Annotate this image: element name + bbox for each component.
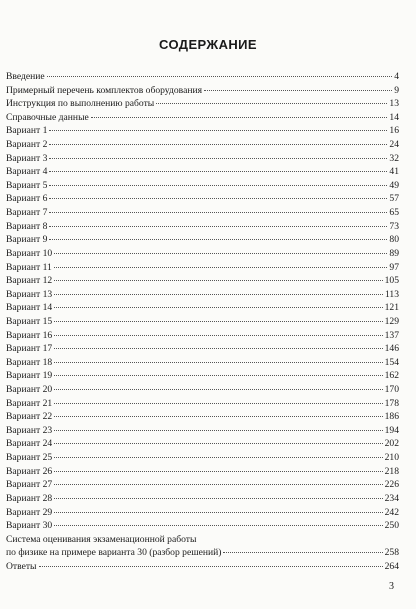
dot-leader <box>156 103 387 104</box>
toc-entry-page: 234 <box>384 492 399 504</box>
toc-entry-label: Вариант 3 <box>6 152 48 164</box>
toc-entry-label: Вариант 16 <box>6 329 53 341</box>
toc-entry-page: 41 <box>389 166 399 178</box>
toc-entry <box>6 70 399 84</box>
toc-entry <box>6 138 399 152</box>
toc-entry-page: 218 <box>384 465 399 477</box>
dot-leader <box>54 253 387 254</box>
toc-entry-page: 97 <box>389 261 399 273</box>
toc-entry-page: 57 <box>389 193 399 205</box>
toc-entry <box>6 165 399 179</box>
toc-entry-label: Вариант 1 <box>6 125 48 137</box>
toc-entry-label: Вариант 21 <box>6 397 53 409</box>
toc-entry-label: Вариант 20 <box>6 384 53 396</box>
toc-entry <box>6 519 399 533</box>
toc-entry-page: 264 <box>384 560 399 572</box>
toc-entry-page: 137 <box>384 329 399 341</box>
toc-entry <box>6 451 399 465</box>
toc-entry-page: 186 <box>384 411 399 423</box>
toc-entry-label: Вариант 2 <box>6 139 48 151</box>
dot-leader <box>54 443 382 444</box>
toc-entry <box>6 383 399 397</box>
toc-entry-label: Ответы <box>6 560 37 572</box>
toc-entry-page: 113 <box>384 288 399 300</box>
dot-leader <box>54 416 382 417</box>
dot-leader <box>49 198 387 199</box>
page-number: 3 <box>389 581 394 592</box>
dot-leader <box>54 348 382 349</box>
toc-entry-page: 80 <box>389 234 399 246</box>
toc-entry-label: Система оценивания экзаменационной работы <box>6 533 197 545</box>
toc-entry <box>6 192 399 206</box>
toc-entry <box>6 152 399 166</box>
toc-entry-page: 4 <box>394 71 399 82</box>
toc-entry-label: Вариант 19 <box>6 370 53 382</box>
toc-entry-label: Вариант 28 <box>6 492 53 504</box>
toc-entry-page: 146 <box>384 343 399 355</box>
toc-entry-label: Вариант 17 <box>6 343 53 355</box>
toc-entry <box>6 233 399 247</box>
toc-entry-label: Примерный перечень комплектов оборудования <box>6 84 203 96</box>
toc-entry <box>6 342 399 356</box>
toc-entry-label: Введение <box>6 71 45 82</box>
dot-leader <box>54 471 382 472</box>
toc-entry <box>6 111 399 125</box>
toc-entry-page: 73 <box>389 220 399 232</box>
table-of-contents <box>6 70 399 574</box>
toc-entry <box>6 124 399 138</box>
toc-entry-page: 65 <box>389 207 399 219</box>
toc-entry-label: Вариант 15 <box>6 315 53 327</box>
toc-entry-page: 13 <box>389 98 399 110</box>
dot-leader <box>54 430 382 431</box>
toc-entry-page: 24 <box>389 139 399 151</box>
toc-entry-page: 16 <box>389 125 399 137</box>
dot-leader <box>223 552 382 553</box>
toc-entry-page: 9 <box>394 84 399 96</box>
dot-leader <box>54 498 382 499</box>
toc-entry <box>6 424 399 438</box>
toc-entry-label: Вариант 18 <box>6 356 53 368</box>
dot-leader <box>49 226 387 227</box>
toc-entry <box>6 261 399 275</box>
toc-entry-label: Вариант 14 <box>6 302 53 314</box>
toc-entry <box>6 288 399 302</box>
toc-entry <box>6 301 399 315</box>
toc-entry <box>6 220 399 234</box>
dot-leader <box>54 525 382 526</box>
toc-entry-label: Вариант 25 <box>6 452 53 464</box>
dot-leader <box>54 512 382 513</box>
dot-leader <box>39 566 383 567</box>
toc-entry-label: Вариант 24 <box>6 438 53 450</box>
toc-entry-line2 <box>6 546 399 560</box>
page-title: СОДЕРЖАНИЕ <box>159 37 257 52</box>
toc-entry-page: 89 <box>389 247 399 259</box>
dot-leader <box>54 403 382 404</box>
dot-leader <box>49 239 387 240</box>
toc-entry-label: Справочные данные <box>6 111 89 123</box>
toc-entry-label: Вариант 4 <box>6 166 48 178</box>
toc-entry-label: Вариант 23 <box>6 424 53 436</box>
dot-leader <box>54 307 382 308</box>
dot-leader <box>49 144 387 145</box>
dot-leader <box>54 335 382 336</box>
toc-entry-page: 14 <box>389 111 399 123</box>
dot-leader <box>49 171 387 172</box>
toc-entry-page: 250 <box>384 520 399 532</box>
toc-entry-page: 226 <box>384 479 399 491</box>
toc-entry <box>6 506 399 520</box>
toc-entry-label: Вариант 26 <box>6 465 53 477</box>
toc-entry <box>6 247 399 261</box>
toc-entry <box>6 84 399 98</box>
toc-entry-page: 49 <box>389 179 399 191</box>
toc-entry-page: 178 <box>384 397 399 409</box>
toc-entry-label: Вариант 9 <box>6 234 48 246</box>
dot-leader <box>54 362 382 363</box>
toc-entry-label: Вариант 22 <box>6 411 53 423</box>
toc-entry <box>6 206 399 220</box>
toc-entry <box>6 492 399 506</box>
toc-entry-page: 210 <box>384 452 399 464</box>
toc-entry <box>6 179 399 193</box>
toc-entry <box>6 410 399 424</box>
toc-entry-page: 129 <box>384 315 399 327</box>
toc-entry-page: 258 <box>384 547 399 559</box>
toc-entry-label: Вариант 13 <box>6 288 53 300</box>
dot-leader <box>49 212 387 213</box>
toc-entry <box>6 274 399 288</box>
toc-entry-grading <box>6 533 399 560</box>
dot-leader <box>54 294 383 295</box>
toc-entry-label: Вариант 7 <box>6 207 48 219</box>
dot-leader <box>54 389 382 390</box>
toc-entry-label: Инструкция по выполнению работы <box>6 98 155 110</box>
toc-entry-label: Вариант 30 <box>6 520 53 532</box>
dot-leader <box>49 130 387 131</box>
dot-leader <box>54 375 382 376</box>
toc-entry-label: Вариант 10 <box>6 247 53 259</box>
toc-entry <box>6 369 399 383</box>
toc-entry-label: Вариант 11 <box>6 261 52 273</box>
dot-leader <box>49 185 387 186</box>
dot-leader <box>49 158 387 159</box>
toc-entry-page: 154 <box>384 356 399 368</box>
dot-leader <box>54 267 388 268</box>
toc-entry <box>6 465 399 479</box>
toc-entry <box>6 97 399 111</box>
toc-entry <box>6 478 399 492</box>
toc-entry <box>6 356 399 370</box>
toc-entry-page: 32 <box>389 152 399 164</box>
toc-entry <box>6 437 399 451</box>
toc-entry-label: по физике на примере варианта 30 (разбор решений) <box>6 547 222 559</box>
toc-entry-page: 202 <box>384 438 399 450</box>
toc-entry-page: 162 <box>384 370 399 382</box>
toc-entry-page: 121 <box>384 302 399 314</box>
toc-entry-page: 105 <box>384 275 399 287</box>
toc-entry-page: 242 <box>384 506 399 518</box>
toc-entry-label: Вариант 5 <box>6 179 48 191</box>
dot-leader <box>91 117 388 118</box>
dot-leader <box>54 321 382 322</box>
toc-entry-page: 194 <box>384 424 399 436</box>
toc-entry <box>6 315 399 329</box>
dot-leader <box>47 76 393 77</box>
toc-entry-label: Вариант 8 <box>6 220 48 232</box>
toc-entry-page: 170 <box>384 384 399 396</box>
toc-entry <box>6 560 399 574</box>
dot-leader <box>54 280 382 281</box>
toc-entry <box>6 329 399 343</box>
dot-leader <box>54 457 382 458</box>
dot-leader <box>204 90 392 91</box>
toc-entry-label: Вариант 12 <box>6 275 53 287</box>
toc-entry <box>6 397 399 411</box>
toc-entry-label: Вариант 27 <box>6 479 53 491</box>
toc-entry-label: Вариант 6 <box>6 193 48 205</box>
toc-entry-label: Вариант 29 <box>6 506 53 518</box>
dot-leader <box>54 484 382 485</box>
